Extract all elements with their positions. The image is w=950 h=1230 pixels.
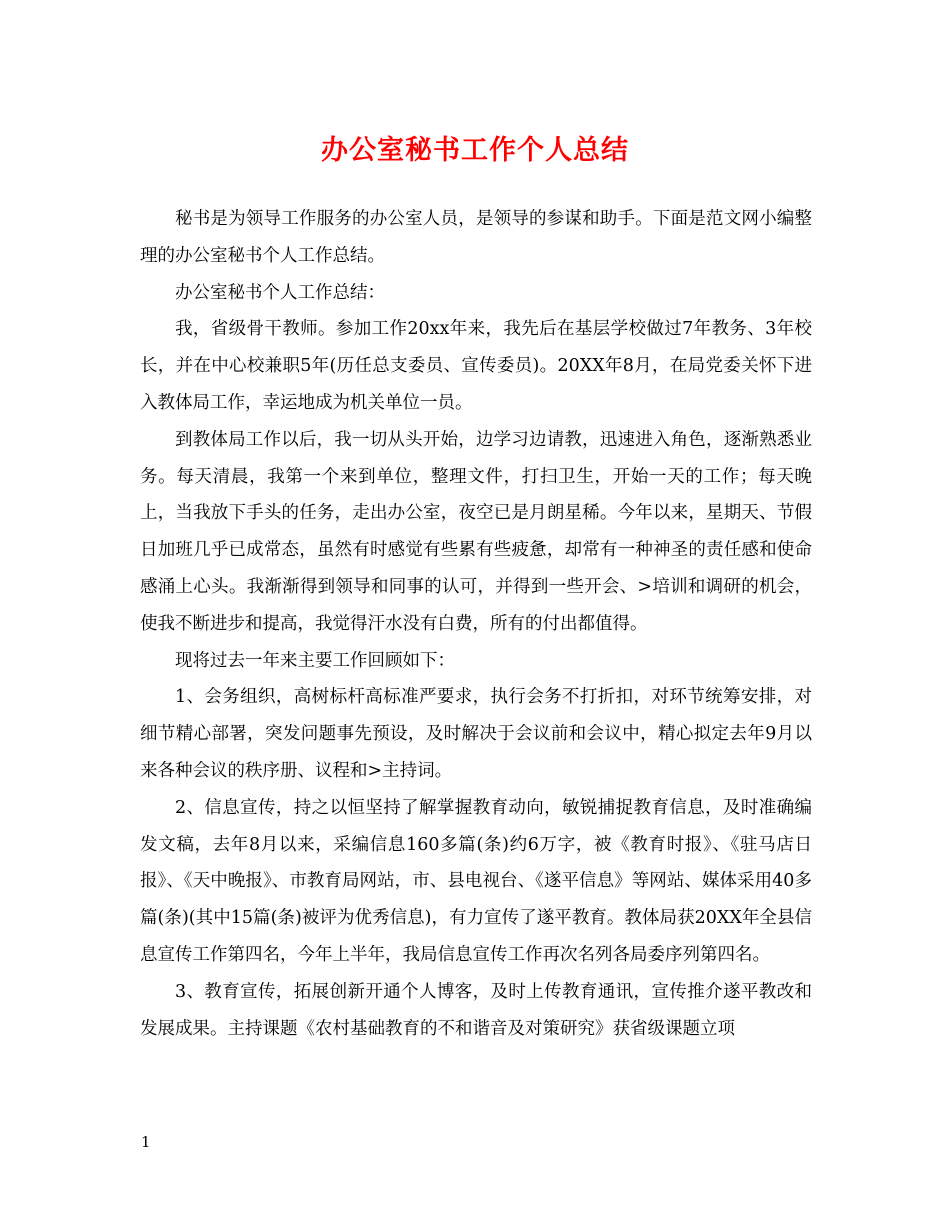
paragraph: 现将过去一年来主要工作回顾如下： — [175, 650, 455, 671]
paragraph: 秘书是为领导工作服务的办公室人员，是领导的参谋和助手。下面是范文网小编整理的办公室秘书个人工作总结。 — [140, 209, 812, 266]
paragraph: 到教体局工作以后，我一切从头开始，边学习边请教，迅速进入角色，逐渐熟悉业务。每天清晨，我第一个来到单位，整理文件，打扫卫生，开始一天的工作；每天晚上，当我放下手头的任务，走出办公室，夜空已是月朗星稀。今年以来，星期天、节假日加班几乎已成常态，虽然有时感觉有些累有些疲惫，却常有一种神圣的责任感和使命感涌上心头。我渐渐得到领导和同事的认可，并得到一些开会、>培训和调研的机会，使我不断进步和提高，我觉得汗水没有白费，所有的付出都值得。 — [140, 429, 812, 634]
document-title: 办公室秘书工作个人总结 — [321, 135, 629, 166]
paragraph: 1、会务组织，高树标杆高标准严要求，执行会务不打折扣，对环节统筹安排，对细节精心部署，突发问题事先预设，及时解决于会议前和会议中，精心拟定去年9月以来各种会议的秩序册、议程和>主持词。 — [140, 687, 812, 781]
paragraph: 3、教育宣传，拓展创新开通个人博客，及时上传教育通讯，宣传推介遂平教改和发展成果。主持课题《农村基础教育的不和谐音及对策研究》获省级课题立项 — [140, 981, 812, 1039]
paragraph: 我，省级骨干教师。参加工作20xx年来，我先后在基层学校做过7年教务、3年校长，并在中心校兼职5年(历任总支委员、宣传委员)。20XX年8月，在局党委关怀下进入教体局工作，幸运地成为机关单位一员。 — [140, 319, 812, 413]
paragraph: 办公室秘书个人工作总结： — [175, 282, 385, 303]
paragraph: 2、信息宣传，持之以恒坚持了解掌握教育动向，敏锐捕捉教育信息，及时准确编发文稿，去年8月以来，采编信息160多篇(条)约6万字，被《教育时报》、《驻马店日报》、《天中晚报》、市教育局网站，市、县电视台、《遂平信息》等网站、媒体采用40多篇(条)(其中15篇(条)被评为优秀信息)，有力宣传了遂平教育。教体局获20XX年全县信息宣传工作第四名，今年上半年，我局信息宣传工作再次名列各局委序列第四名。 — [140, 797, 812, 965]
page-number: 1 — [141, 1133, 151, 1151]
document-body — [140, 201, 812, 1047]
